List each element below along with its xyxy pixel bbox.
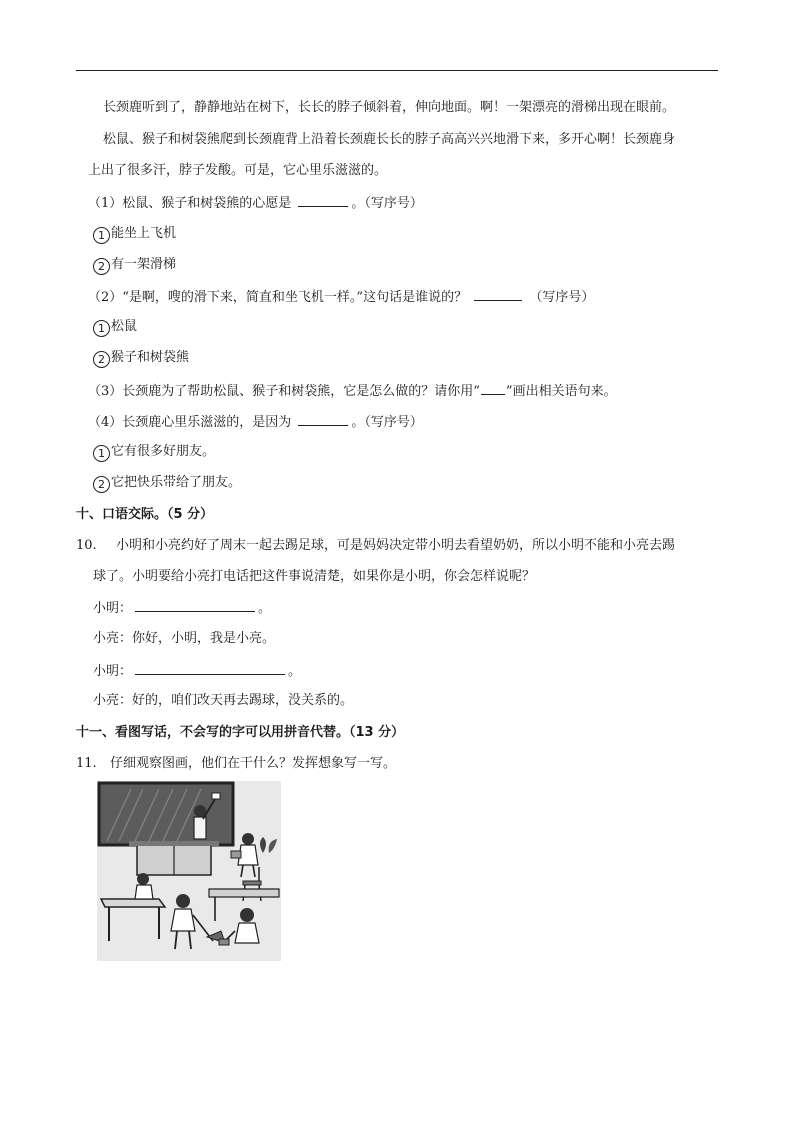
question-2-option-2 — [93, 349, 189, 368]
dialogue-answer-blank-2[interactable] — [135, 661, 285, 675]
question-number: 10. — [76, 538, 97, 553]
option-text: 能坐上飞机 — [111, 226, 177, 241]
question-1-option-1 — [93, 225, 176, 244]
option-text: 猴子和树袋熊 — [111, 350, 190, 365]
question-4-instruction: 。（写序号） — [351, 415, 423, 430]
question-1 — [88, 193, 423, 213]
dialogue-line-1 — [93, 598, 271, 618]
option-number-circle: 1 — [93, 320, 110, 337]
option-text: 它有很多好朋友。 — [111, 444, 216, 459]
option-number-circle: 2 — [93, 351, 110, 368]
option-number-circle: 1 — [93, 445, 110, 462]
section-10-line-2: 球了。小明要给小亮打电话把这件事说清楚，如果你是小明，你会怎样说呢？ — [93, 569, 536, 584]
question-2-option-1 — [93, 318, 137, 337]
question-number: 11. — [76, 756, 97, 771]
option-number-circle: 2 — [93, 258, 110, 275]
passage-paragraph-1: 长颈鹿听到了，静静地站在树下，长长的脖子倾斜着，伸向地面。啊！一架漂亮的滑梯出现在眼前。 — [103, 100, 676, 115]
passage-paragraph-2-line-2: 上出了很多汗，脖子发酸。可是，它心里乐滋滋的。 — [88, 163, 388, 178]
section-11-question — [76, 755, 396, 773]
section-11-prompt: 仔细观察图画，他们在干什么？发挥想象写一写。 — [110, 756, 397, 771]
option-text: 松鼠 — [111, 319, 138, 334]
question-2-text: （2）“是啊，嗖的滑下来，简直和坐飞机一样。”这句话是谁说的？ — [88, 290, 468, 305]
section-10-heading: 十、口语交际。（5 分） — [76, 507, 214, 522]
option-number-circle: 2 — [93, 476, 110, 493]
section-10-line-1: 小明和小亮约好了周末一起去踢足球，可是妈妈决定带小明去看望奶奶，所以小明不能和小亮去踢 — [116, 538, 676, 553]
dialogue-answer-blank-1[interactable] — [135, 598, 255, 612]
question-1-text: （1）松鼠、猴子和树袋熊的心愿是 — [88, 196, 292, 211]
section-10-question — [76, 537, 675, 555]
question-1-answer-blank[interactable] — [298, 193, 348, 207]
option-number-circle: 1 — [93, 227, 110, 244]
question-4 — [88, 412, 423, 432]
header-rule — [76, 70, 718, 71]
question-4-answer-blank[interactable] — [298, 412, 348, 426]
question-4-option-1 — [93, 443, 215, 462]
question-1-instruction: 。（写序号） — [351, 196, 423, 211]
illustration-svg — [97, 781, 281, 961]
question-3-text: （3）长颈鹿为了帮助松鼠、猴子和树袋熊，它是怎么做的？请你用“ — [88, 384, 480, 399]
dialogue-line-2: 小亮：你好，小明，我是小亮。 — [93, 631, 276, 646]
option-text: 有一架滑梯 — [111, 257, 177, 272]
passage-paragraph-2-line-1: 松鼠、猴子和树袋熊爬到长颈鹿背上沿着长颈鹿长长的脖子高高兴兴地滑下来，多开心啊！长颈鹿身 — [103, 132, 676, 147]
option-text: 它把快乐带给了朋友。 — [111, 475, 242, 490]
classroom-cleaning-illustration — [97, 781, 281, 961]
question-1-option-2 — [93, 256, 176, 275]
question-2-instruction: （写序号） — [529, 290, 595, 305]
speaker-xiaoming: 小明： — [93, 664, 133, 679]
question-2-answer-blank[interactable] — [474, 287, 522, 301]
question-3 — [88, 381, 617, 401]
dialogue-line-3 — [93, 661, 301, 681]
question-4-option-2 — [93, 474, 241, 493]
dialogue-line-4: 小亮：好的，咱们改天再去踢球，没关系的。 — [93, 693, 354, 708]
speaker-xiaoming: 小明： — [93, 601, 133, 616]
question-4-text: （4）长颈鹿心里乐滋滋的，是因为 — [88, 415, 292, 430]
question-2 — [88, 287, 594, 307]
underline-sample-blank — [481, 381, 505, 395]
section-11-heading: 十一、看图写话，不会写的字可以用拼音代替。（13 分） — [76, 725, 405, 740]
dialogue-period: 。 — [288, 664, 302, 679]
dialogue-period: 。 — [258, 601, 272, 616]
question-3-text-end: ”画出相关语句来。 — [505, 384, 617, 399]
